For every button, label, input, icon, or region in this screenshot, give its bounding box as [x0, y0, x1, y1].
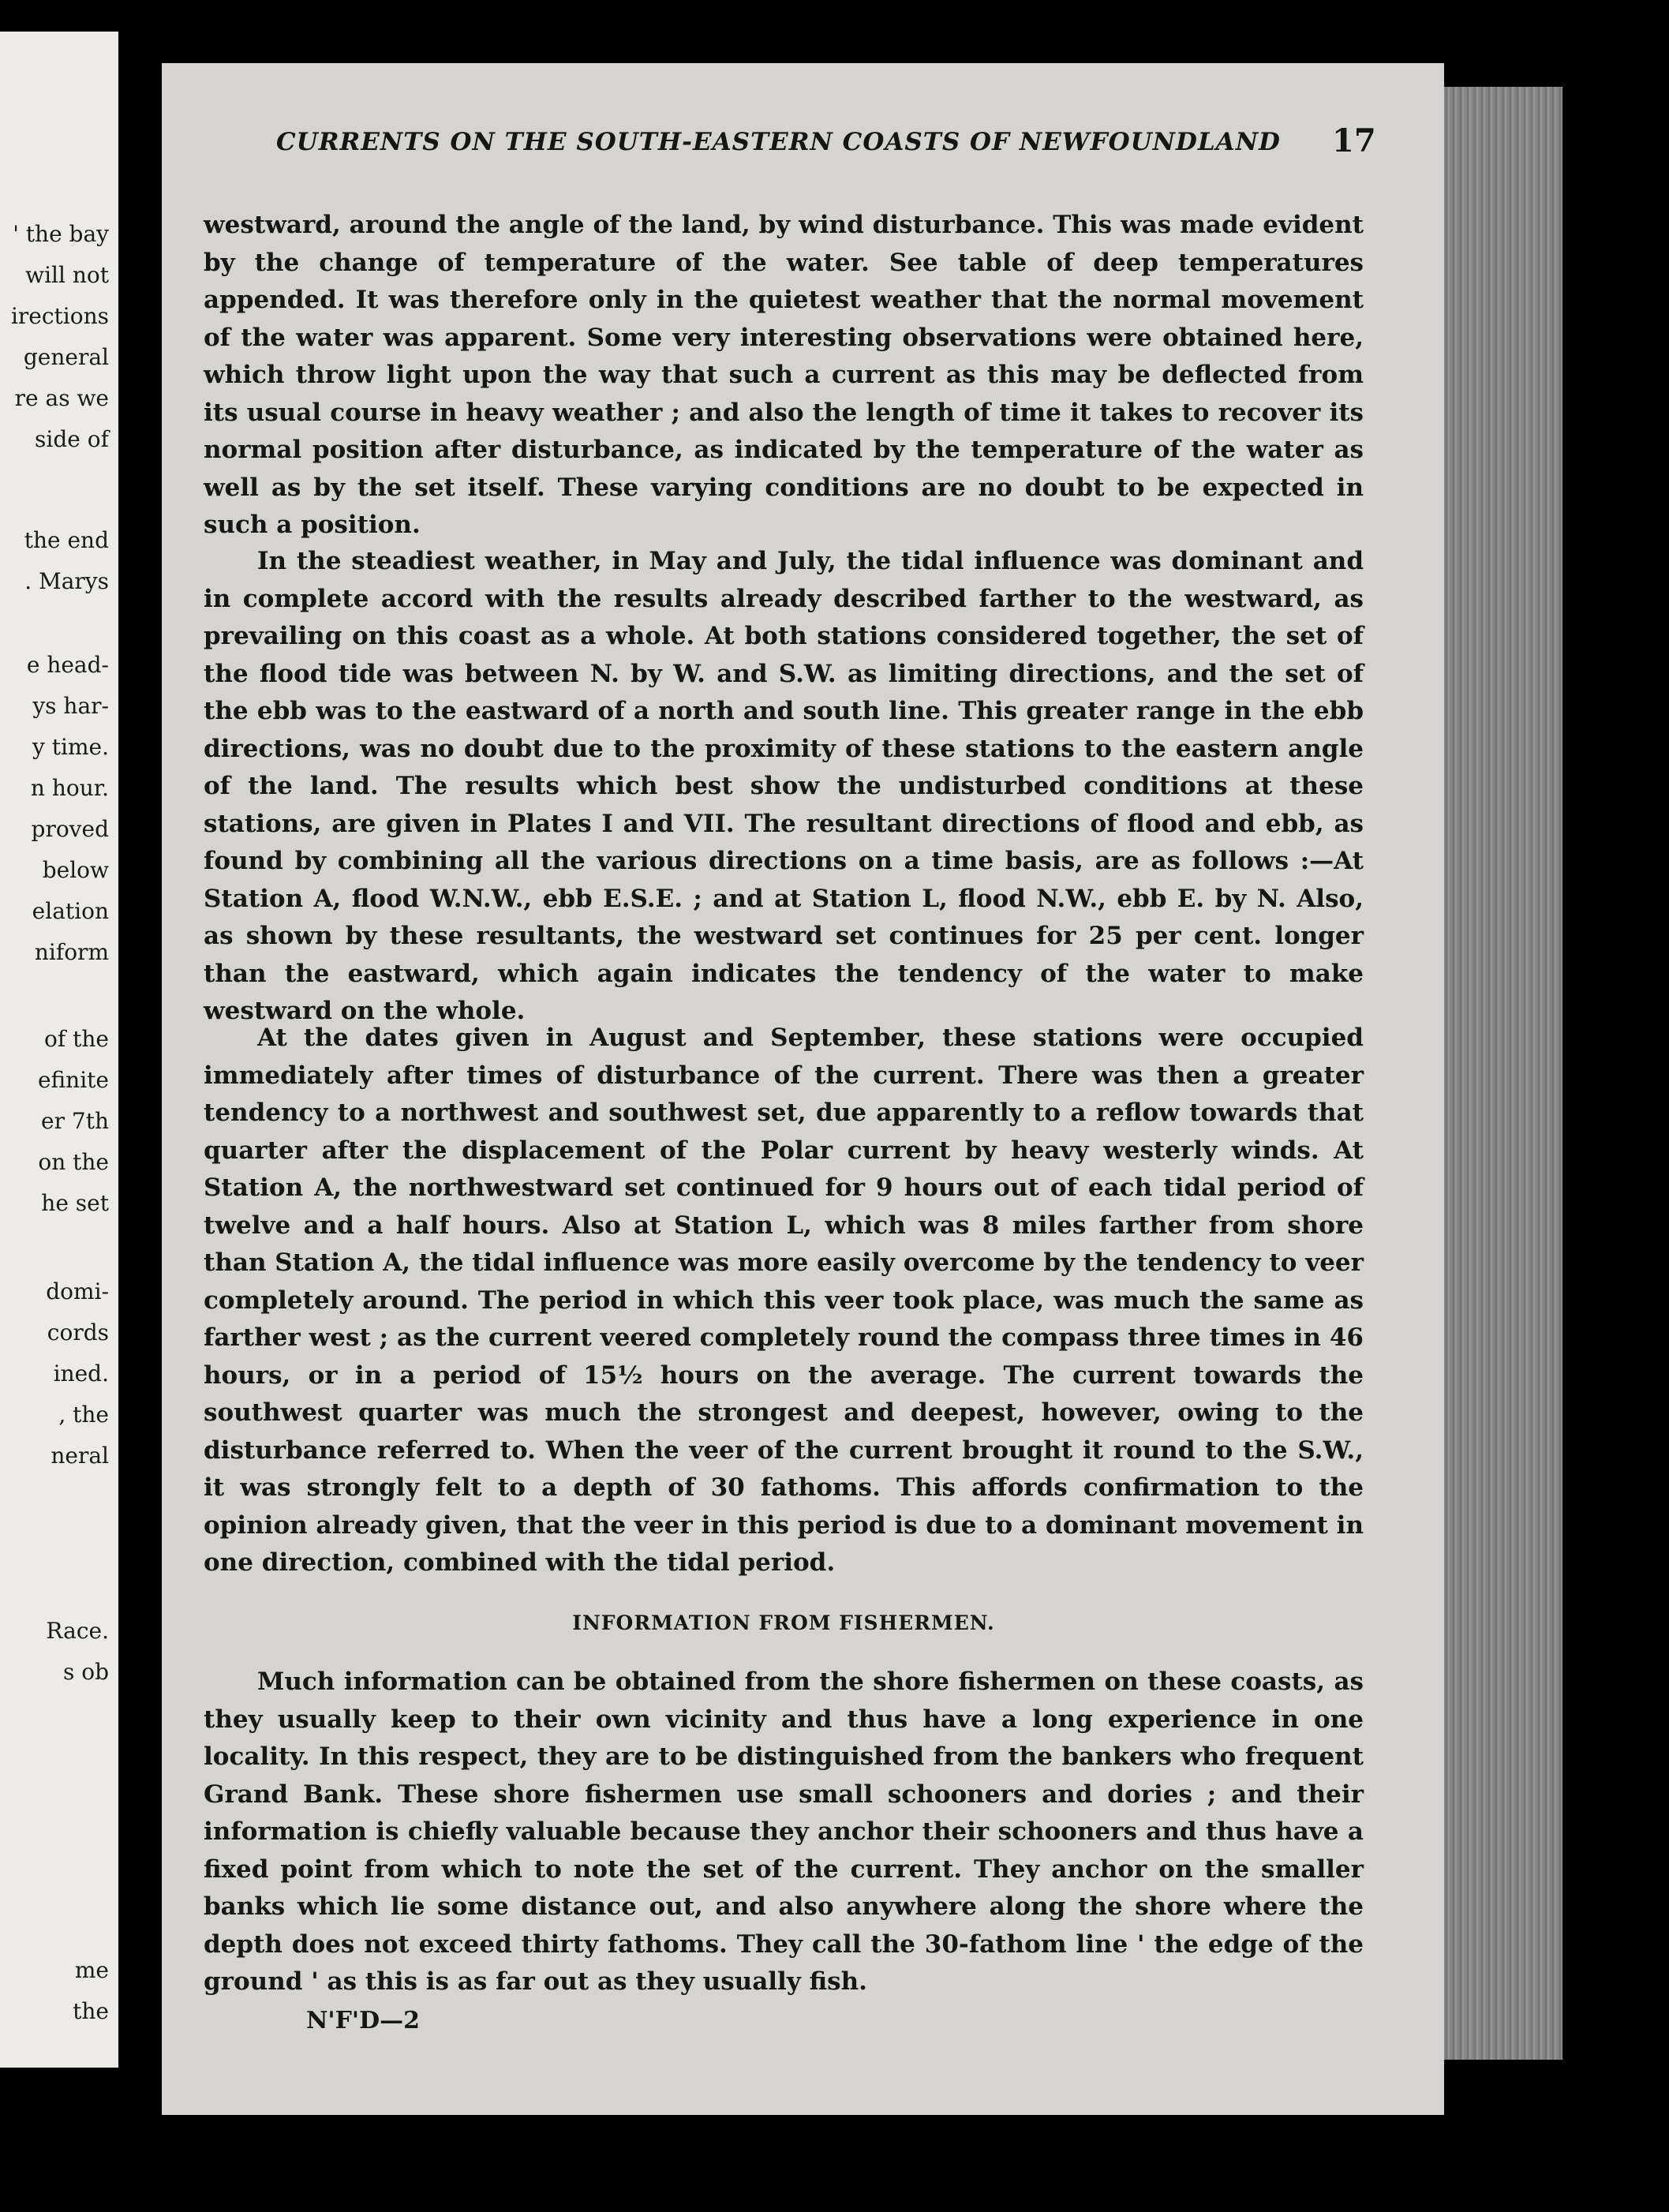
paragraph-continued: westward, around the angle of the land, by wind disturbance. This was made evident by the change of temperature of the water. See table of deep temperatures appended. It was therefore only in the quietest weather that the normal movement of the water was apparent. Some very interesting observations were obtained here, which throw light upon the way that such a current as this may be deflected from its usual course in heavy weather ; and also the length of time it takes to recover its normal position after disturbance, as indicated by the temperature of the water as well as by the set itself. These varying conditions are no doubt to be expected in such a position.	[204, 211, 1364, 539]
page-edges	[1444, 87, 1562, 2060]
left-page-line: on the	[38, 1149, 109, 1175]
left-page-line: y time.	[32, 734, 109, 760]
left-page-line: domi-	[46, 1278, 109, 1304]
signature-mark: N'F'D—2	[306, 2007, 420, 2034]
left-page-line: n hour.	[30, 775, 109, 801]
left-page-line: ' the bay	[13, 221, 109, 247]
left-page-line: of the	[44, 1026, 109, 1052]
left-page-line: s ob	[62, 1659, 109, 1685]
left-page-line: general	[23, 344, 109, 370]
left-page-line: will not	[25, 262, 109, 288]
section-heading: INFORMATION FROM FISHERMEN.	[572, 1611, 995, 1634]
left-page-line: irections	[10, 303, 109, 329]
left-page-line: he set	[41, 1190, 109, 1216]
left-page-line: me	[74, 1957, 109, 1983]
paragraph: At the dates given in August and September, these stations were occupied immediately after times of disturbance of the current. There was then a greater tendency to a northwest and southwest set, due apparently to a reflow towards that quarter after the displacement of the Polar current by heavy westerly winds. At Station A, the northwestward set continued for 9 hours out of each tidal period of twelve and a half hours. Also at Station L, which was 8 miles farther from shore than Station A, the tidal influence was more easily overcome by the tendency to veer completely around. The period in which this veer took place, was much the same as farther west ; as the current veered completely round the compass three times in 46 hours, or in a period of 15½ hours on the average. The current towards the southwest quarter was much the strongest and deepest, however, owing to the disturbance referred to. When the veer of the current brought it round to the S.W., it was strongly felt to a depth of 30 fathoms. This affords confirmation to the opinion already given, that the veer in this period is due to a dominant movement in one direction, combined with the tidal period.	[204, 1024, 1364, 1577]
left-page-line: below	[42, 857, 109, 883]
paragraph: In the steadiest weather, in May and July, the tidal influence was dominant and in complete accord with the results already described farther to the westward, as prevailing on this coast as a whole. At both stations considered together, the set of the flood tide was between N. by W. and S.W. as limiting directions, and the set of the ebb was to the eastward of a north and south line. This greater range in the ebb directions, was no doubt due to the proximity of these stations to the eastern angle of the land. The results which best show the undisturbed conditions at these stations, are given in Plates I and VII. The resultant directions of flood and ebb, as found by combining all the various directions on a time basis, are as follows :—At Station A, flood W.N.W., ebb E.S.E. ; and at Station L, flood N.W., ebb E. by N. Also, as shown by these resultants, the westward set continues for 25 per cent. longer than the eastward, which again indicates the tendency of the water to make westward on the whole.	[204, 547, 1364, 1025]
left-page-line: er 7th	[41, 1108, 109, 1134]
left-page-line: proved	[31, 816, 109, 842]
paragraph: Much information can be obtained from the shore fishermen on these coasts, as they usually keep to their own vicinity and thus have a long experience in one locality. In this respect, they are to be distinguished from the bankers who frequent Grand Bank. These shore fishermen use small schooners and dories ; and their information is chiefly valuable because they anchor their schooners and thus have a fixed point from which to note the set of the current. They anchor on the smaller banks which lie some distance out, and also anywhere along the shore where the depth does not exceed thirty fathoms. They call the 30-fathom line ' the edge of the ground ' as this is as far out as they usually fish.	[204, 1667, 1364, 1996]
running-header: CURRENTS ON THE SOUTH-EASTERN COASTS OF NEWFOUNDLAND	[276, 128, 1281, 156]
left-page-line: e head-	[26, 652, 109, 678]
left-page-line: Race.	[46, 1618, 109, 1644]
left-page-line: side of	[35, 426, 109, 452]
left-page-line: ined.	[53, 1361, 109, 1387]
left-page-line: re as we	[14, 385, 109, 411]
left-page-line: , the	[58, 1402, 109, 1428]
left-page-line: neral	[51, 1443, 109, 1469]
left-page-line: niform	[34, 939, 109, 965]
left-page-line: elation	[32, 898, 109, 924]
left-page-line: . Marys	[24, 568, 109, 594]
left-page-line: the	[73, 1998, 109, 2024]
left-facing-page	[0, 32, 118, 2068]
left-page-line: efinite	[37, 1067, 109, 1093]
book-gutter	[118, 0, 162, 2212]
left-page-line: ys har-	[32, 693, 109, 719]
left-page-line: cords	[47, 1319, 109, 1346]
page-number: 17	[1332, 122, 1376, 159]
left-page-line: the end	[24, 527, 109, 553]
